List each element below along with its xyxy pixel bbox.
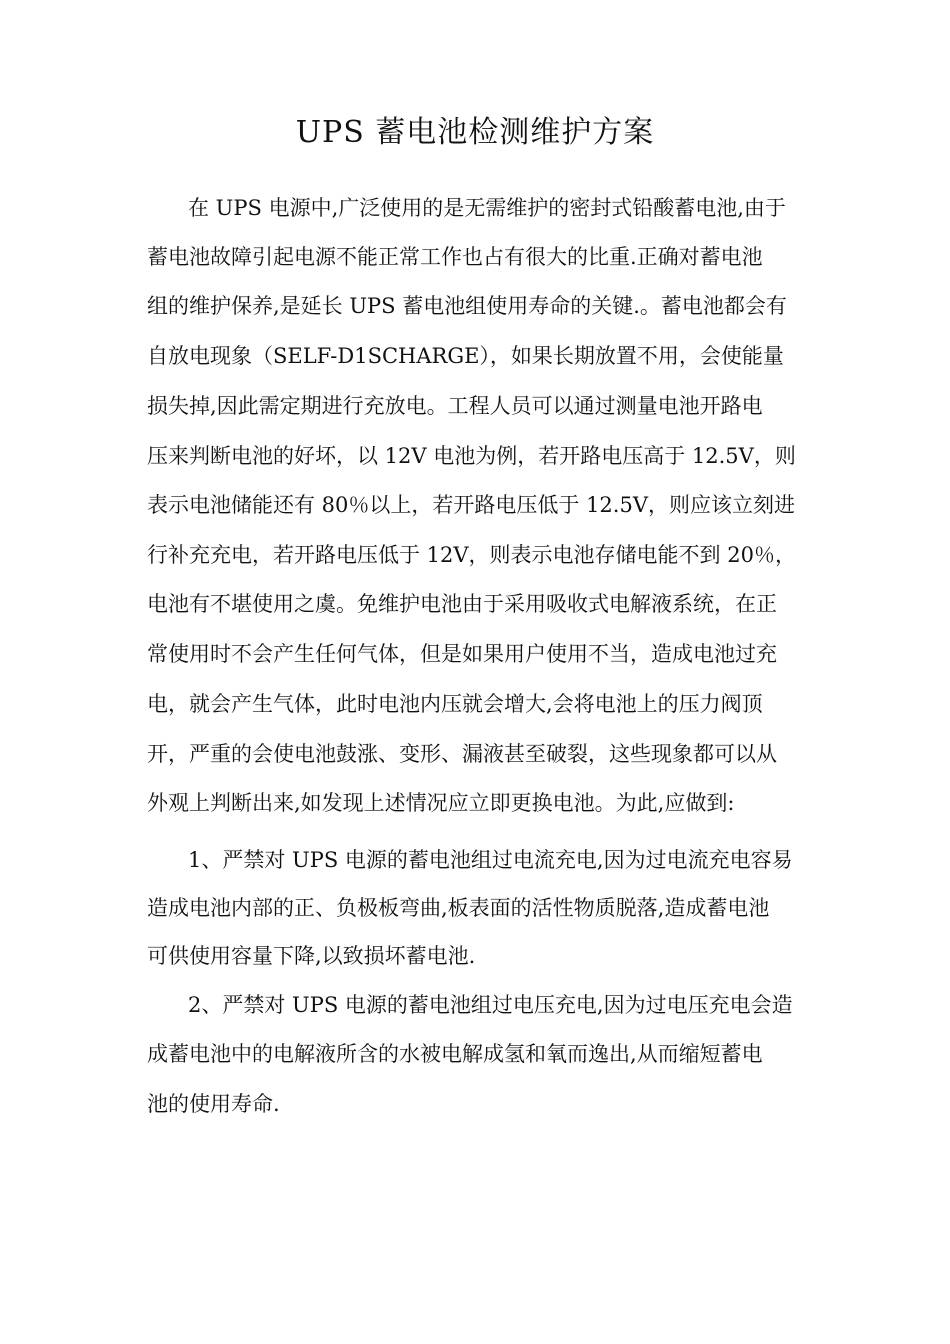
intro-line: 组的维护保养,是延长 UPS 蓄电池组使用寿命的关键.。蓄电池都会有 [147,294,787,318]
item-1-line: 造成电池内部的正、负极板弯曲,板表面的活性物质脱落,造成蓄电池 [147,896,770,920]
item-1-line: 1、严禁对 UPS 电源的蓄电池组过电流充电,因为过电流充电容易 [188,848,793,872]
intro-line: 在 UPS 电源中,广泛使用的是无需维护的密封式铅酸蓄电池,由于 [188,196,786,220]
intro-line: 压来判断电池的好坏，以 12V 电池为例，若开路电压高于 12.5V，则 [147,444,796,468]
intro-line: 常使用时不会产生任何气体，但是如果用户使用不当，造成电池过充 [147,642,777,666]
item-1-line: 可供使用容量下降,以致损坏蓄电池. [147,944,476,968]
intro-line: 电，就会产生气体，此时电池内压就会增大,会将电池上的压力阀顶 [147,692,763,716]
item-2-line: 2、严禁对 UPS 电源的蓄电池组过电压充电,因为过电压充电会造 [188,993,793,1017]
item-2-line: 成蓄电池中的电解液所含的水被电解成氢和氧而逸出,从而缩短蓄电 [147,1042,763,1066]
item-2-line: 池的使用寿命. [147,1092,280,1116]
intro-line: 外观上判断出来,如发现上述情况应立即更换电池。为此,应做到: [147,791,735,815]
intro-line: 表示电池储能还有 80％以上，若开路电压低于 12.5V，则应该立刻进 [147,493,795,517]
document-title: UPS 蓄电池检测维护方案 [295,115,655,150]
intro-line: 开，严重的会使电池鼓涨、变形、漏液甚至破裂，这些现象都可以从 [147,742,777,766]
intro-line: 损失掉,因此需定期进行充放电。工程人员可以通过测量电池开路电 [147,394,763,418]
intro-line: 蓄电池故障引起电源不能正常工作也占有很大的比重.正确对蓄电池 [147,245,763,269]
intro-line: 自放电现象（SELF-D1SCHARGE），如果长期放置不用，会使能量 [147,344,784,368]
intro-line: 行补充充电，若开路电压低于 12V，则表示电池存储电能不到 20％， [147,543,796,567]
intro-line: 电池有不堪使用之虞。免维护电池由于采用吸收式电解液系统，在正 [147,592,777,616]
